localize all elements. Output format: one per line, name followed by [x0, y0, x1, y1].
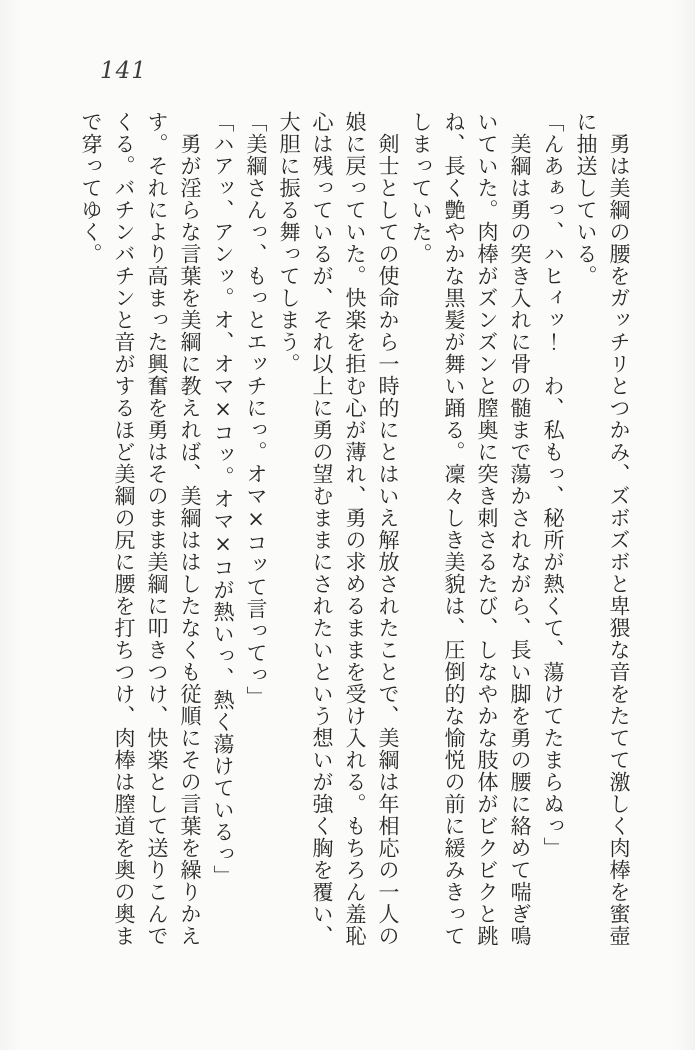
text-column: 「ハアッ、アンッ。オ、オマ×コッ。オマ×コが熱いっ、熱く蕩けているっ」 [211, 111, 235, 887]
text-column: で穿ってゆく。 [79, 111, 103, 265]
text-column: 「んあぁっ、ハヒィッ！ わ、私もっ、秘所が熱くて、蕩けてたまらぬっ」 [541, 111, 565, 859]
body-text [74, 111, 635, 953]
text-column: ね、長く艶やかな黒髪が舞い踊る。凜々しき美貌は、圧倒的な愉悦の前に緩みきって [442, 111, 466, 947]
text-column: 娘に戻っていた。快楽を拒む心が薄れ、勇の求めるままを受け入れる。もちろん羞恥 [343, 111, 367, 947]
text-column: 大胆に振る舞ってしまう。 [277, 111, 301, 375]
text-column: 剣士としての使命から一時的にとはいえ解放されたことで、美綱は年相応の一人の [376, 111, 400, 947]
text-column: 勇は美綱の腰をガッチリとつかみ、ズボズボと卑猥な音をたてて激しく肉棒を蜜壺 [607, 111, 631, 947]
text-column: す。それにより高まった興奮を勇はそのまま美綱に叩きつけ、快楽として送りこんで [145, 111, 169, 947]
text-column: 勇が淫らな言葉を美綱に教えれば、美綱ははしたなくも従順にその言葉を繰りかえ [178, 111, 202, 947]
text-column: くる。バチンバチンと音がするほど美綱の尻に腰を打ちつけ、肉棒は膣道を奥の奥ま [112, 111, 136, 947]
text-column: に抽送している。 [574, 111, 598, 287]
text-column: 「美綱さんっ、もっとエッチにっ。オマ×コッて言ってっ」 [244, 111, 268, 708]
page-number: 141 [100, 58, 147, 84]
text-column: 美綱は勇の突き入れに骨の髄まで蕩かされながら、長い脚を勇の腰に絡めて喘ぎ鳴 [508, 111, 532, 947]
text-column: しまっていた。 [409, 111, 433, 265]
text-column: いていた。肉棒がズンズンと膣奥に突き刺さるたび、しなやかな肢体がビクビクと跳 [475, 111, 499, 947]
text-column: 心は残っているが、それ以上に勇の望むままにされたいという想いが強く胸を覆い、 [310, 111, 334, 947]
